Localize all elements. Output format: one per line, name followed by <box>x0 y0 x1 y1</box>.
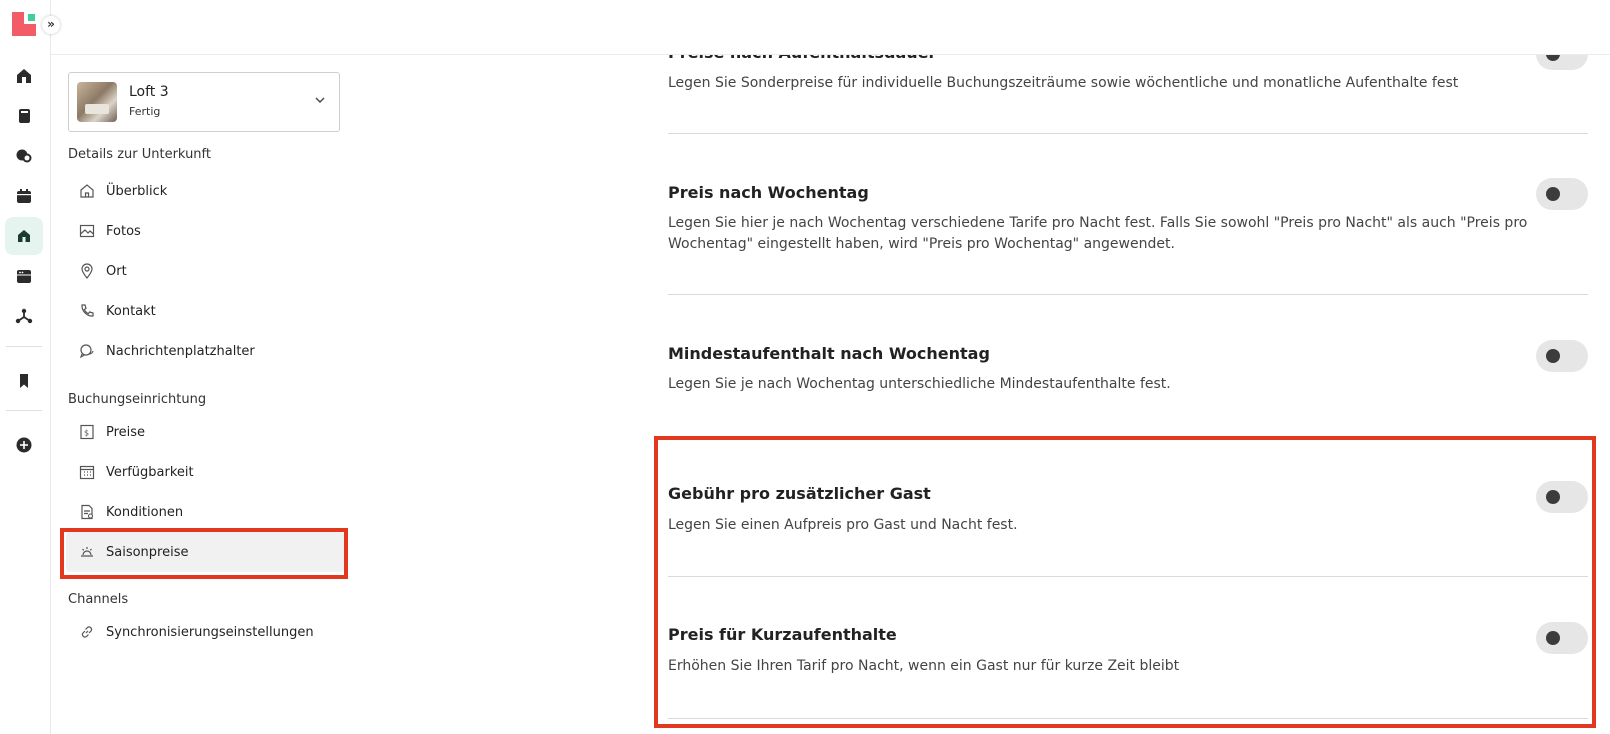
document-icon <box>78 503 96 521</box>
sidebar-item-synchronisierungseinstellungen[interactable] <box>66 612 344 652</box>
highlight-box-settings <box>654 436 1596 728</box>
add-circle-icon[interactable] <box>5 426 43 464</box>
expand-sidebar-button[interactable]: » <box>42 16 60 34</box>
property-icon[interactable] <box>5 217 43 255</box>
property-thumbnail <box>77 82 117 122</box>
divider <box>668 294 1588 295</box>
calendar-grid-icon <box>78 463 96 481</box>
sidebar-item-label: Konditionen <box>106 504 184 520</box>
phone-icon <box>78 302 96 320</box>
sidebar-item-label: Verfügbarkeit <box>106 464 194 480</box>
toggle-mindestaufenthalt[interactable] <box>1536 340 1588 372</box>
setting-desc-kurzaufenthalte: Erhöhen Sie Ihren Tarif pro Nacht, wenn ein Gast nur für kurze Zeit bleibt <box>668 658 1180 674</box>
sidebar-item-kontakt[interactable] <box>66 291 344 331</box>
setting-title-zusaetzlicher-gast: Gebühr pro zusätzlicher Gast <box>668 484 931 503</box>
sidebar-item-label: Überblick <box>106 183 168 199</box>
sidebar-item-label: Fotos <box>106 223 141 239</box>
setting-desc-aufenthaltsdauer: Legen Sie Sonderpreise für individuelle Buchungszeiträume sowie wöchentliche und monatliche Aufenthalte fest <box>668 75 1459 91</box>
home-outline-icon <box>78 182 96 200</box>
chevron-down-icon <box>313 93 327 107</box>
sidebar-item-konditionen[interactable] <box>66 492 344 532</box>
property-status: Fertig <box>129 105 161 118</box>
sidebar-item-preise[interactable] <box>66 412 344 452</box>
browser-icon[interactable] <box>5 257 43 295</box>
sidebar-item-label: Synchronisierungseinstellungen <box>106 624 314 640</box>
book-icon[interactable] <box>5 97 43 135</box>
section-heading-channels: Channels <box>68 592 129 607</box>
property-name: Loft 3 <box>129 84 169 100</box>
toggle-preis-nach-wochentag[interactable] <box>1536 178 1588 210</box>
sidebar-item-nachrichtenplatzhalter[interactable] <box>66 331 344 371</box>
sidebar-item-label: Kontakt <box>106 303 156 319</box>
divider <box>668 133 1588 134</box>
setting-desc-preis-nach-wochentag: Legen Sie hier je nach Wochentag verschiedene Tarife pro Nacht fest. Falls Sie sowohl "Preis pro Nacht" als auch "Preis pro Wochentag" eingestellt haben, wird "Preis pro Wochentag" angewendet. <box>668 215 1528 252</box>
message-icon <box>78 342 96 360</box>
property-selector[interactable] <box>68 72 340 132</box>
svg-text:$: $ <box>84 428 90 438</box>
network-icon[interactable] <box>5 297 43 335</box>
highlight-box-sidebar <box>60 528 348 579</box>
link-icon <box>78 623 96 641</box>
sidebar-item-label: Saisonpreise <box>106 544 189 560</box>
sidebar-item-fotos[interactable] <box>66 211 344 251</box>
icon-rail <box>0 0 51 734</box>
setting-desc-mindestaufenthalt: Legen Sie je nach Wochentag unterschiedliche Mindestaufenthalte fest. <box>668 376 1171 392</box>
bookmark-icon[interactable] <box>5 362 43 400</box>
sidebar-item-verfuegbarkeit[interactable] <box>66 452 344 492</box>
setting-title-kurzaufenthalte: Preis für Kurzaufenthalte <box>668 625 897 644</box>
chat-icon[interactable] <box>5 137 43 175</box>
price-tag-icon <box>78 423 96 441</box>
calendar-icon[interactable] <box>5 177 43 215</box>
home-icon[interactable] <box>5 57 43 95</box>
image-icon <box>78 222 96 240</box>
section-heading-details: Details zur Unterkunft <box>68 147 211 162</box>
sidebar-item-ueberblick[interactable] <box>66 171 344 211</box>
sidebar-item-label: Preise <box>106 424 146 440</box>
setting-title-preis-nach-wochentag: Preis nach Wochentag <box>668 183 869 202</box>
top-bar <box>51 0 1610 55</box>
sidebar-item-label: Ort <box>106 263 127 279</box>
sidebar-item-ort[interactable] <box>66 251 344 291</box>
setting-desc-zusaetzlicher-gast: Legen Sie einen Aufpreis pro Gast und Nacht fest. <box>668 517 1018 533</box>
app-logo[interactable] <box>12 12 36 36</box>
section-heading-buchungseinrichtung: Buchungseinrichtung <box>68 392 207 407</box>
location-pin-icon <box>78 262 96 280</box>
sidebar-item-label: Nachrichtenplatzhalter <box>106 343 255 359</box>
setting-title-mindestaufenthalt: Mindestaufenthalt nach Wochentag <box>668 344 990 363</box>
